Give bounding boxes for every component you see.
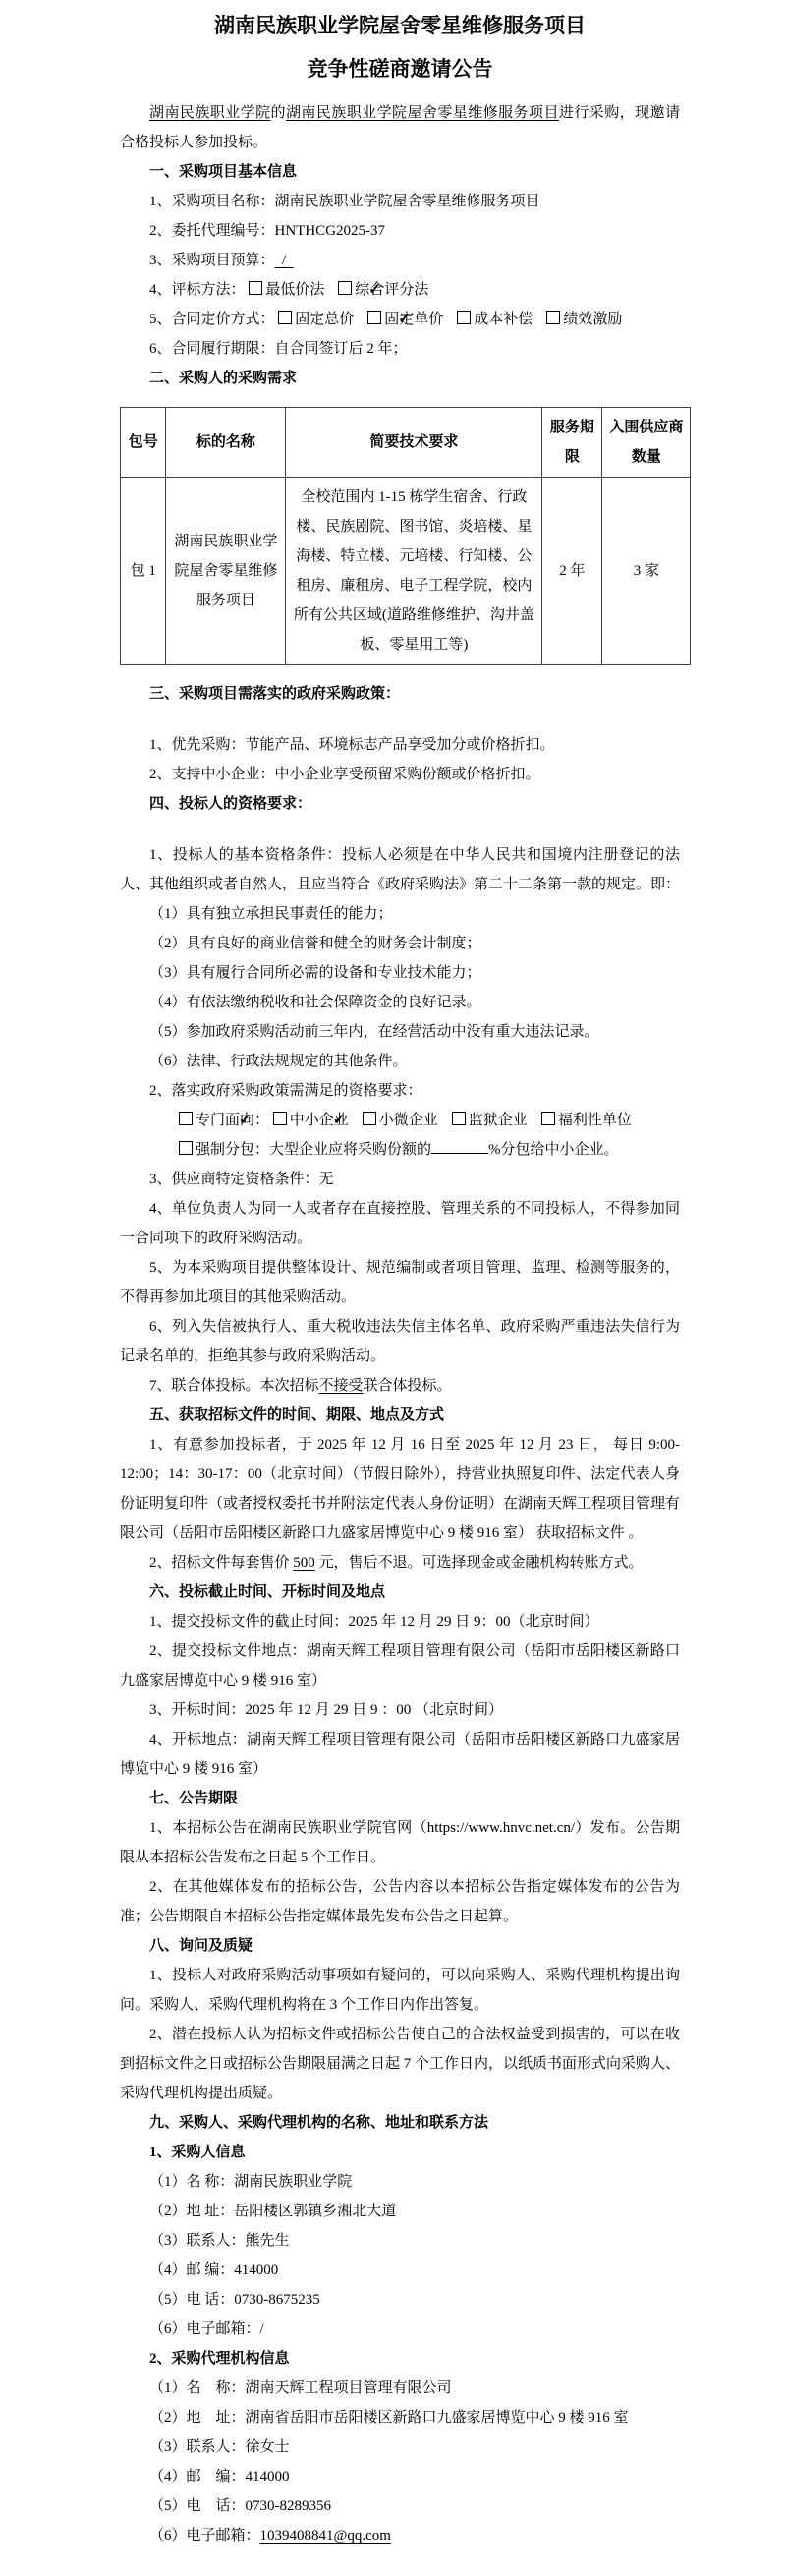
document-title-line1: 湖南民族职业学院屋舍零星维修服务项目	[214, 15, 586, 37]
checkbox-checked-icon	[338, 281, 352, 295]
cell-tech-requirements: 全校范围内 1-15 栋学生宿舍、行政楼、民族剧院、图书馆、炎培楼、星海楼、特立楼、元培楼、行知楼、公租房、廉租房、电子工程学院，校内所有公共区域(道路维修维护、沟井盖板、零星用工等)	[286, 478, 542, 665]
s9-agent-heading: 2、采购代理机构信息	[149, 2351, 290, 2367]
s9-agent-postcode: （4）邮 编：414000	[149, 2469, 290, 2485]
section2-heading: 二、采购人的采购需求	[149, 371, 298, 386]
option-comprehensive-scoring	[338, 282, 428, 298]
s1-contract-term: 6、合同履行期限：自合同签订后 2 年；	[149, 341, 408, 357]
option-label: 固定总价	[295, 312, 355, 327]
obtain-pre: 1、有意参加投标者，于 2025 年 12 月 16 日至 2025 年 12 月 23 日	[149, 1437, 593, 1453]
s6-submission-place: 2、提交投标文件地点：湖南天辉工程项目管理有限公司（岳阳市岳阳楼区新路口九盛家居博览中心 9 楼 916 室）	[120, 1643, 680, 1689]
option-label: 绩效激励	[563, 312, 623, 327]
option-label: 成本补偿	[474, 312, 533, 327]
checkbox-unchecked-icon	[541, 1112, 555, 1125]
s7-publication: 1、本招标公告在湖南民族职业学院官网（https://www.hnvc.net.cn/）发布。公告期限从本招标公告发布之日起 5 个工作日。	[120, 1820, 680, 1865]
s9-buyer-name: （1）名 称：湖南民族职业学院	[149, 2174, 353, 2190]
obtain-post: 每日 9:00-12:00；14：30-17：00（北京时间）（节假日除外），持营业执照复印件、法定代表人身份证明复印件（或者授权委托书并附法定代表人身份证明）在湖南天辉工程项目管理有限公司（岳阳市岳阳楼区新路口九盛家居博览中心 9 楼 916 室） 获取招标文件 。	[120, 1437, 681, 1541]
col-header-tech-requirements: 简要技术要求	[286, 408, 542, 478]
checkbox-unchecked-icon	[278, 311, 292, 324]
checkbox-unchecked-icon	[363, 1112, 376, 1125]
agent-email-label: （6）电子邮箱：	[149, 2528, 260, 2544]
s9-agent-contact: （3）联系人：徐女士	[149, 2439, 290, 2455]
cell-subject-name: 湖南民族职业学院屋舍零星维修服务项目	[166, 478, 286, 665]
subcontract-pre: 强制分包：大型企业应将采购份额的	[196, 1142, 432, 1158]
s1-pricing-method	[120, 305, 680, 334]
s6-opening-place: 4、开标地点：湖南天辉工程项目管理有限公司（岳阳市岳阳楼区新路口九盛家居博览中心 9 楼 916 室）	[120, 1732, 680, 1777]
s4-sub-1: （1）具有独立承担民事责任的能力；	[149, 906, 393, 922]
s4-same-principal-rule: 4、单位负责人为同一人或者存在直接控股、管理关系的不同投标人，不得参加同一合同项下的政府采购活动。	[120, 1201, 680, 1246]
option-fixed-unit	[367, 312, 443, 327]
s6-opening-time: 3、开标时间：2025 年 12 月 29 日 9 ：00 （北京时间）	[149, 1702, 504, 1718]
buyer-name-underlined: 湖南民族职业学院	[149, 105, 271, 121]
option-cost-compensation	[457, 312, 533, 327]
option-sme	[273, 1113, 349, 1128]
price-pre: 2、招标文件每套售价	[149, 1555, 294, 1571]
section7-heading: 七、公告期限	[149, 1791, 239, 1806]
s4-policy-qualification: 2、落实政府采购政策需满足的资格要求：	[149, 1083, 422, 1099]
consortium-post: 联合体投标。	[363, 1378, 452, 1394]
s5-obtain-documents	[120, 1430, 680, 1548]
intro-tail: 进行采购，现邀请合格投标人参加投标。	[120, 105, 680, 150]
s9-agent-address: （2）地 址：湖南省岳阳市岳阳楼区新路口九盛家居博览中心 9 楼 916 室	[149, 2410, 629, 2426]
s6-deadline: 1、提交投标文件的截止时间：2025 年 12 月 29 日 9：00（北京时间）	[149, 1614, 599, 1630]
option-label: 监狱企业	[468, 1113, 528, 1128]
option-lowest-price	[249, 282, 324, 298]
option-welfare-unit	[541, 1113, 632, 1128]
option-micro-enterprise	[363, 1113, 438, 1128]
s1-eval-method-label: 4、评标方法：	[149, 282, 250, 298]
checkbox-checked-icon	[367, 311, 381, 324]
s7-other-media: 2、在其他媒体发布的招标公告，公告内容以本招标公告指定媒体发布的公告为准；公告期限自本招标公告指定媒体最先发布公告之日起算。	[120, 1879, 680, 1924]
s9-agent-phone: （5）电 话：0730-8289356	[149, 2498, 331, 2514]
s3-sme-support: 2、支持中小企业：中小企业享受预留采购份额或价格折扣。	[149, 767, 540, 782]
s1-agency-number: 2、委托代理编号：HNTHCG2025-37	[149, 223, 385, 239]
s1-eval-method	[120, 275, 680, 305]
s9-buyer-postcode: （4）邮 编：414000	[149, 2262, 279, 2278]
red-comma: ，	[592, 1437, 609, 1453]
checkbox-unchecked-icon	[179, 1141, 193, 1155]
blank-underline	[431, 1138, 488, 1154]
agent-email-link[interactable]: 1039408841@qq.com	[259, 2528, 391, 2544]
s4-sub-3: （3）具有履行合同所必需的设备和专业技术能力；	[149, 965, 481, 981]
price-underlined: 500	[293, 1555, 315, 1571]
table-header-row	[121, 408, 691, 478]
checkbox-checked-icon	[179, 1112, 193, 1125]
cell-package: 包 1	[121, 478, 166, 665]
option-label: 综合评分法	[355, 282, 429, 298]
section3-heading: 三、采购项目需落实的政府采购政策：	[149, 686, 401, 702]
s4-sub-6: （6）法律、行政法规规定的其他条件。	[149, 1054, 408, 1069]
project-name-underlined: 湖南民族职业学院屋舍零星维修服务项目	[285, 105, 559, 121]
s4-sub-4: （4）有依法缴纳税收和社会保障资金的良好记录。	[149, 995, 481, 1010]
dedicated-label: 专门面向：	[196, 1113, 273, 1128]
not-accepted-underlined: 不接受	[318, 1378, 364, 1394]
s1-budget-blank: /	[274, 253, 294, 268]
section9-heading: 九、采购人、采购代理机构的名称、地址和联系方法	[149, 2115, 489, 2131]
s1-project-name: 1、采购项目名称：湖南民族职业学院屋舍零星维修服务项目	[149, 194, 540, 209]
s9-buyer-heading: 1、采购人信息	[149, 2145, 246, 2160]
s4-dedicated-line	[120, 1106, 680, 1135]
checkbox-unchecked-icon	[546, 311, 560, 324]
table-row	[121, 478, 691, 665]
option-label: 中小企业	[289, 1113, 349, 1128]
checkbox-checked-icon	[273, 1112, 287, 1125]
col-header-subject-name: 标的名称	[166, 408, 286, 478]
option-label: 最低价法	[265, 282, 325, 298]
s9-buyer-email: （6）电子邮箱：/	[149, 2321, 264, 2337]
option-label: 小微企业	[378, 1113, 438, 1128]
s4-sub-2: （2）具有良好的商业信誉和健全的财务会计制度；	[149, 936, 481, 951]
section5-heading: 五、获取招标文件的时间、期限、地点及方式	[149, 1407, 445, 1423]
s4-specific-qualification: 3、供应商特定资格条件：无	[149, 1172, 334, 1187]
intro-paragraph	[120, 98, 680, 157]
option-performance-incentive	[546, 312, 622, 327]
s3-priority-procurement: 1、优先采购：节能产品、环境标志产品享受加分或价格折扣。	[149, 737, 555, 753]
section6-heading: 六、投标截止时间、开标时间及地点	[149, 1584, 386, 1600]
subcontract-post: %分包给中小企业。	[488, 1142, 619, 1158]
s4-sub-5: （5）参加政府采购活动前三年内，在经营活动中没有重大违法记录。	[149, 1024, 599, 1040]
option-prison-enterprise	[452, 1113, 528, 1128]
s1-budget	[120, 246, 680, 275]
checkbox-unchecked-icon	[452, 1112, 466, 1125]
option-fixed-total	[278, 312, 354, 327]
option-label: 福利性单位	[557, 1113, 632, 1128]
section8-heading: 八、询问及质疑	[149, 1938, 253, 1954]
s9-agent-name: （1）名 称：湖南天辉工程项目管理有限公司	[149, 2380, 452, 2396]
section1-heading: 一、采购项目基本信息	[149, 164, 298, 180]
cell-supplier-count: 3 家	[602, 478, 691, 665]
s1-pricing-label: 5、合同定价方式：	[149, 312, 279, 327]
cell-service-period: 2 年	[542, 478, 602, 665]
s4-basic-qualification: 1、投标人的基本资格条件：投标人必须是在中华人民共和国境内注册登记的法人、其他组织或者自然人，且应当符合《政府采购法》第二十二条第一款的规定。即：	[120, 847, 681, 892]
col-header-service-period: 服务期限	[542, 408, 602, 478]
s9-buyer-phone: （5）电 话：0730-8675235	[149, 2292, 320, 2308]
s8-inquiry: 1、投标人对政府采购活动事项如有疑问的，可以向采购人、采购代理机构提出询问。采购人、采购代理机构将在 3 个工作日内作出答复。	[120, 1968, 680, 2013]
checkbox-unchecked-icon	[249, 281, 262, 295]
document-title-line2: 竞争性磋商邀请公告	[307, 58, 493, 81]
col-header-package: 包号	[121, 408, 166, 478]
option-label: 固定单价	[384, 312, 444, 327]
s8-challenge: 2、潜在投标人认为招标文件或招标公告使自己的合法权益受到损害的，可以在收到招标文件之日或招标公告期限届满之日起 7 个工作日内，以纸质书面形式向采购人、采购代理机构提出质疑。	[120, 2027, 681, 2101]
s9-buyer-address: （2）地 址：岳阳楼区郭镇乡湘北大道	[149, 2204, 397, 2219]
col-header-supplier-count: 入围供应商数量	[602, 408, 691, 478]
s4-design-service-rule: 5、为本采购项目提供整体设计、规范编制或者项目管理、监理、检测等服务的，不得再参加此项目的其他采购活动。	[120, 1260, 680, 1305]
price-post: 元，售后不退。可选择现金或金融机构转账方式。	[314, 1555, 644, 1571]
s4-consortium-bid	[120, 1371, 680, 1401]
procurement-demand-table	[120, 407, 691, 665]
s5-document-price	[120, 1548, 680, 1577]
s9-agent-email-line	[120, 2521, 680, 2550]
intro-connector: 的	[270, 105, 286, 121]
s4-forced-subcontract-line	[120, 1135, 680, 1165]
s9-buyer-contact: （3）联系人：熊先生	[149, 2233, 290, 2249]
consortium-pre: 7、联合体投标。本次招标	[149, 1378, 319, 1394]
section4-heading: 四、投标人的资格要求：	[149, 796, 312, 812]
checkbox-unchecked-icon	[457, 311, 471, 324]
s4-dishonest-list-rule: 6、列入失信被执行人、重大税收违法失信主体名单、政府采购严重违法失信行为记录名单的，拒绝其参与政府采购活动。	[120, 1319, 680, 1364]
s1-budget-label: 3、采购项目预算：	[149, 253, 275, 268]
